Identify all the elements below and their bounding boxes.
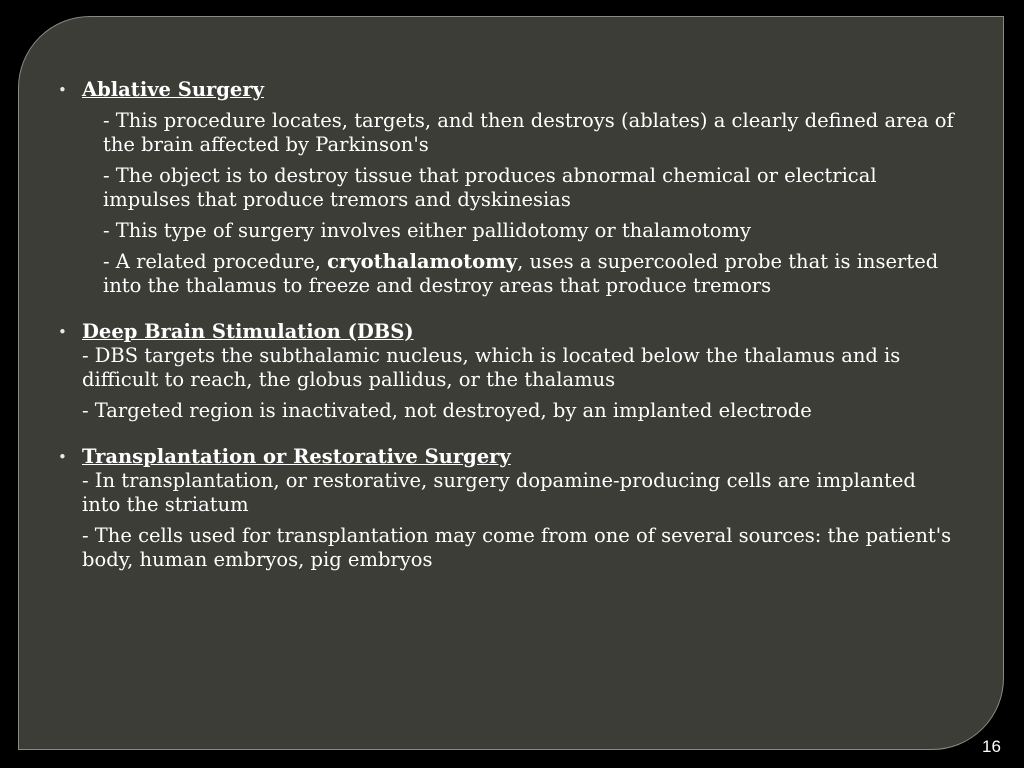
bullet-icon: • — [58, 81, 67, 99]
section-heading: Ablative Surgery — [82, 78, 264, 101]
bullet-icon: • — [58, 448, 67, 466]
bold-term: cryothalamotomy — [327, 250, 518, 273]
section-paragraph: - This procedure locates, targets, and then destroys (ablates) a clearly defined area of the brain affected by Parkinson's — [103, 109, 954, 156]
section-heading: Deep Brain Stimulation (DBS) — [82, 320, 414, 343]
section-paragraph-cryothalamotomy — [103, 250, 956, 298]
section-paragraph: - In transplantation, or restorative, surgery dopamine-producing cells are implanted into the striatum — [82, 469, 916, 516]
section-paragraph: - Targeted region is inactivated, not destroyed, by an implanted electrode — [82, 399, 812, 422]
section-transplantation — [56, 445, 956, 572]
section-heading: Transplantation or Restorative Surgery — [82, 445, 511, 468]
section-ablative-surgery — [56, 78, 956, 298]
bullet-icon: • — [58, 323, 67, 341]
section-paragraph: - The object is to destroy tissue that produces abnormal chemical or electrical impulses that produce tremors and dyskinesias — [103, 164, 877, 211]
paragraph-prefix: - A related procedure, — [103, 250, 328, 273]
section-paragraph: - This type of surgery involves either pallidotomy or thalamotomy — [103, 219, 752, 242]
section-paragraph: - DBS targets the subthalamic nucleus, which is located below the thalamus and is difficult to reach, the globus pallidus, or the thalamus — [82, 344, 901, 391]
section-paragraph: - The cells used for transplantation may come from one of several sources: the patient's body, human embryos, pig embryos — [82, 524, 952, 571]
page-number: 16 — [982, 737, 1001, 756]
section-deep-brain-stimulation — [56, 320, 956, 423]
paragraph-suffix: , uses a supercooled probe that is inserted into the thalamus to freeze and destroy areas that produce tremors — [103, 250, 939, 297]
slide-content — [56, 78, 956, 594]
